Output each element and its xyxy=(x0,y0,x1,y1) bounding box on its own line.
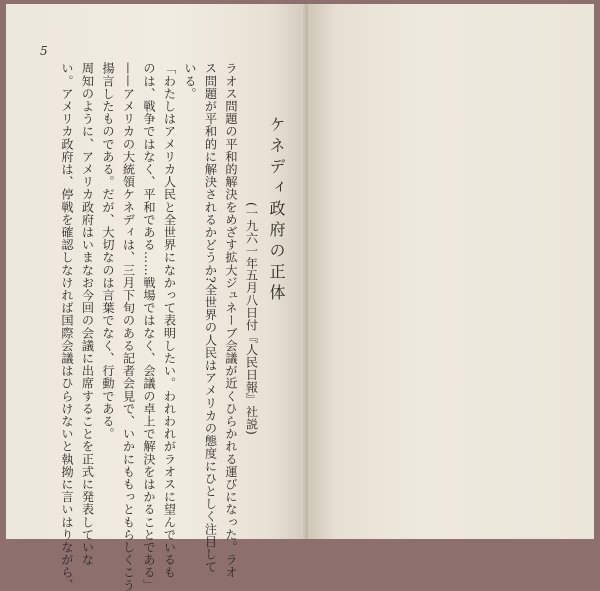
chapter-title: ケネディ政府の正体 xyxy=(267,116,286,305)
right-page-blank xyxy=(308,4,594,539)
left-page xyxy=(6,4,306,591)
text-column-2: ス問題が平和的に解決されるかどうか?全世界の人民はアメリカの態度にひとしく注目して xyxy=(203,62,218,573)
text-column-3: いる。 xyxy=(183,62,197,100)
text-column-5: のは、戦争ではなく、平和である……戦場ではなく、会議の卓上で解決をはかることである」 xyxy=(142,62,156,591)
source-note: (一九六一年五月八日付『人民日報』社説) xyxy=(244,202,259,436)
text-column-6: ——アメリカの大統領ケネディは、三月下旬のある記者会見で、いかにももっともらしくこう xyxy=(121,62,136,591)
text-column-4: 「わたしはアメリカ人民と全世界になかって表明したい。われわれがラオスに望んでいるも xyxy=(162,62,177,579)
vertical-text-block xyxy=(57,62,287,591)
text-column-7: 揚言したものである。だが、大切なのは言葉でなく、行動である。 xyxy=(101,62,115,440)
text-column-8: 周知のように、アメリカ政府はいまなお今回の会議に出席することを正式に発表していな xyxy=(80,62,95,566)
page-number: 5 xyxy=(40,44,48,58)
open-book xyxy=(6,4,594,591)
text-column-9: い。アメリカ政府は、停戦を確認しなければ国際会議はひらけないと執拗に言いはりながら、 xyxy=(60,62,74,591)
text-column-1: ラオス問題の平和的解決をめざす拡大ジュネーブ会議が近くひらかれる運びになった。ラオ xyxy=(224,62,238,579)
